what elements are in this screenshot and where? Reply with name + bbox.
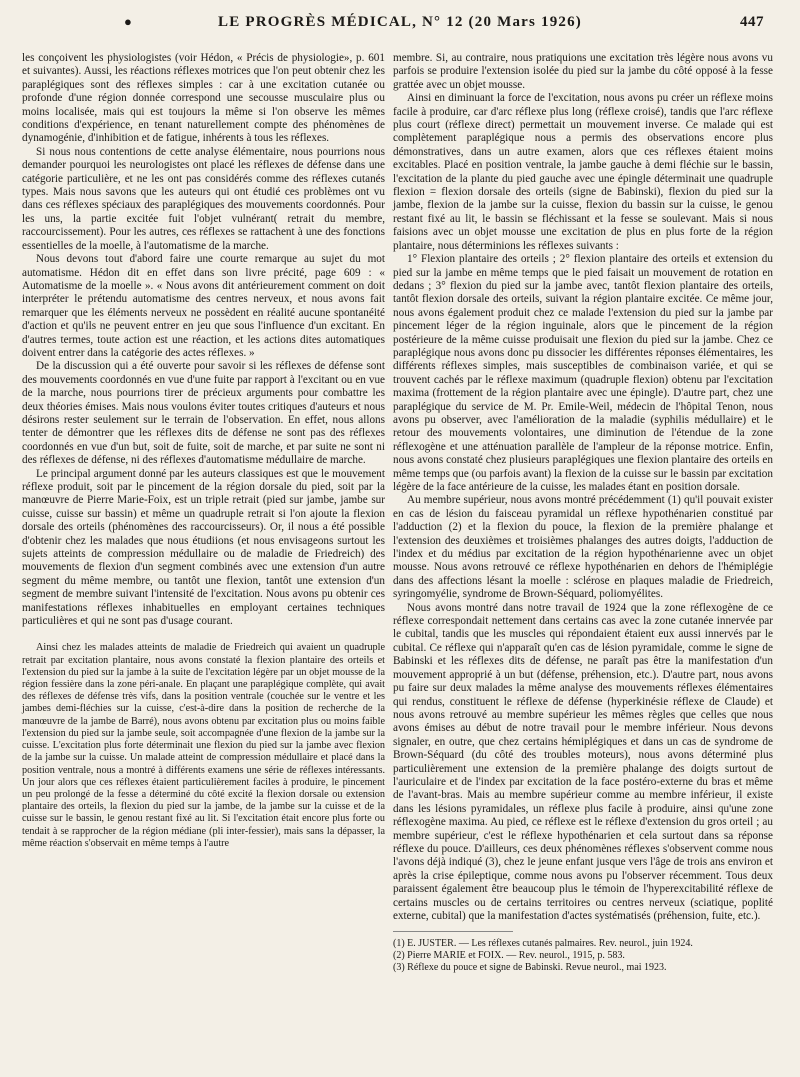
paragraph: Au membre supérieur, nous avons montré précédemment (1) qu'il pouvait exister en cas de lésion du faisceau pyramidal un réflexe hypothénarien constitué par l'adduction (2) et la flexion du pouce, la flexion de la première phalange et l'extension des deuxièmes et troisièmes phalanges des autres doigts, l'adduction de l'index et du médius par excitation de la région hypothénarienne avec un objet mousse. Nous avons retrouvé ce réflexe hypothénarien en dehors de l'hémiplégie dans des affections lésant la moelle : sclérose en plaques maladie de Friedreich, syringomyélie, syndrome de Brown-Séquard, poliomyélites. <box>393 494 773 601</box>
paragraph: Le principal argument donné par les auteurs classiques est que le mouvement réflexe produit, soit par le pincement de la région dorsale du pied, soit par la manœuvre de Pierre Marie-Foix, est un triple retrait (pied sur jambe, jambe sur cuisse, cuisse sur bassin) et même un quadruple retrait si l'on ajoute la flexion dorsale des orteils (phénomènes des raccourcisseurs). Or, il nous a été possible d'obtenir chez les malades que nous étudiions (et nous envisageons surtout les sujets atteints de compression médullaire ou de maladie de Friedreich) des mouvements de flexion d'un segment combinés avec une extension d'un autre segment du même membre, ou tantôt une flexion, tantôt une extension d'un segment de membre suivant l'intensité de l'excitation. Nous avons pu obtenir ces manifestations réflexes inhabituelles en employant certaines techniques particulières et qui ne sont pas d'usage courant. <box>22 467 385 628</box>
paragraph: Si nous nous contentions de cette analyse élémentaire, nous pourrions nous demander pourquoi les neurologistes ont placé les réflexes de défense dans une catégorie particulière, et ne les ont pas considérés comme des réflexes cutanés types. Mais nous savons que les auteurs qui ont étudié ces problèmes ont vu dans ces réflexes spéciaux des paraplégiques des mouvements coordonnés. Pour les uns, la partie excitée fuit l'objet vulnérant( retrait du membre, raccourcissement). Pour les autres, ces réflexes se rattachent à une des fonctions essentielles de la moelle, à l'automatisme de la marche. <box>22 145 385 252</box>
footnote: (2) Pierre MARIE et FOIX. — Rev. neurol., 1915, p. 583. <box>393 950 625 962</box>
paragraph: Nous devons tout d'abord faire une courte remarque au sujet du mot automatisme. Hédon dit en effet dans son livre précité, page 609 : « Automatisme de la moelle ». « Nous avons dit antérieurement comment on doit interpréter le prétendu automatisme des centres nerveux, et nous avons fait remarquer que les éléments nerveux ne possèdent en réalité aucune spontanéité d'action et qu'ils ne peuvent entrer en jeu que sous l'influence d'un excitant. En d'autres termes, toute action est une réaction, et les actions dites automatiques doivent entrer dans la catégorie des actes réflexes. » <box>22 253 385 359</box>
paragraph: les conçoivent les physiologistes (voir Hédon, « Précis de physiologie», p. 601 et suivantes). Aussi, les réactions réflexes motrices que l'on peut obtenir chez les paraplégiques sont des réflexes simples : car à une excitation cutanée ou profonde d'une région donnée correspond une secousse musculaire plus ou moins localisée, mais qui est toujours la même si l'on observe les mêmes conditions d'expérience, en tenant naturellement compte des phénomènes de dynamogénie, d'inhibition et de fatigue, inhérents à tous les réflexes. <box>22 52 385 145</box>
paragraph: membre. Si, au contraire, nous pratiquions une excitation très légère nous avons vu parfois se produire l'extension isolée du pied sur la jambe du côté opposé à la fesse grattée avec un objet mousse. <box>393 52 773 91</box>
paragraph: De la discussion qui a été ouverte pour savoir si les réflexes de défense sont des mouvements coordonnés en vue d'une fuite par rapport à l'excitant ou en vue de la marche, nous pourrions tirer de précieux arguments pour combattre les deux théories émises. Mais nous voulons éviter toutes critiques d'auteurs et nous désirons rester seulement sur le terrain de l'observation. En effet, nous allons tenter de démontrer que les réflexes dits de défense ne sont pas des réflexes coordonnés en vue d'un but, soit de fuite, soit de marche, et par suite ne sont ni des réflexes de défense, ni des réflexes d'automatisme médullaire de marche. <box>22 360 385 467</box>
paragraph: Ainsi en diminuant la force de l'excitation, nous avons pu créer un réflexe moins facile à produire, car d'arc réflexe plus long (réflexe croisé), tandis que l'arc réflexe plus court (réflexe direct) permettait un mouvement inverse. Ce malade qui est complètement paraplégique nous a permis des observations encore plus démonstratives, dans un autre examen, alors que ces réflexes étaient moins excitables. Placé en position ventrale, la jambe gauche à demi fléchie sur le bassin, l'excitation de la plante du pied gauche avec une épingle déterminait une quadruple flexion = flexion dorsale des orteils (signe de Babinski), flexion du pied sur la jambe, flexion de la jambe sur la cuisse, flexion du bassin sur la cuisse, le genou restant fixé au lit, le bassin se fléchissant et la fesse se soulevant. Mais si nous faisions avec un objet mousse une excitation de plus en plus forte de la région plantaire, nous déterminions les réflexes suivants : <box>393 92 773 252</box>
page-number: 447 <box>740 14 764 30</box>
left-column <box>22 52 385 850</box>
paragraph: 1° Flexion plantaire des orteils ; 2° flexion plantaire des orteils et extension du pied sur la jambe en même temps que le pied faisait un mouvement de rotation en dedans ; 3° flexion du pied sur la jambe avec, tantôt flexion plantaire des orteils, tantôt flexion dorsale des orteils, suivant la région plantaire excitée. Ce même jour, nous avons également produit chez ce malade l'extension du pied sur la jambe par pincement léger de la région inguinale, alors que le pincement de la région postérieure de la même cuisse produisait une flexion du pied sur la jambe. Chez ce paraplégique nous avons donc pu dissocier les différentes réponses élémentaires, les différents réflexes simples, mais susceptibles de combinaison variée, et qui se trouvent cachés par le réflexe maximum (quadruple flexion) obtenu par l'excitation maxima (frottement de la région plantaire avec une épingle). D'autre part, chez une paraplégique du service de M. Pr. Emile-Weil, médecin de l'hôpital Tenon, nous avons pu observer, avec l'amélioration de la maladie (syphilis médullaire) et le retour des mouvements volontaires, une diminution de l'étendue de la zone réflexogène et une atténuation parallèle de l'ampleur de la réponse motrice. Enfin, nous avons constaté chez plusieurs paraplégiques une flexion plantaire des orteils en même temps que (ou parfois avant) la flexion de la cuisse sur le bassin par excitation légère de la face antérieure de la cuisse, les malades étant en position dorsale. <box>393 253 773 493</box>
header-bullet: ● <box>124 14 133 29</box>
right-column <box>393 52 773 974</box>
running-title: LE PROGRÈS MÉDICAL, N° 12 (20 Mars 1926) <box>218 14 582 30</box>
paragraph: Nous avons montré dans notre travail de 1924 que la zone réflexogène de ce réflexe correspondait nettement dans certains cas avec la zone cutanée innervée par le cubital, tandis que les muscles qui répondaient étaient eux aussi innervés par le cubital. Ce réflexe qui n'apparaît qu'en cas de lésion pyramidale, comme le signe de Babinski et les réflexes dits de défense, ne paraît pas être la manifestation d'un mouvement approprié à un but (défense, préhension, etc.). D'autre part, nous avons pu faire sur deux malades la même analyse des mouvements réflexes élémentaires qui rendus, constituent le réflexe de défense (hyperkinésie réflexe de Claude) et nous avons retrouvé au membre supérieur les mêmes règles que celles que nous avons émises au début de notre travail pour le membre inférieur. Nous devons signaler, en outre, que chez certains hémiplégiques et dans un cas de syndrome de Brown-Séquard (du côté des troubles moteurs), nous avons déterminé plus particulièrement une extension de la première phalange des doigts surtout de l'auriculaire et de l'index par excitation de la face postéro-externe du bras et même de l'avant-bras. Mais au membre supérieur comme au membre inférieur, il existe dans les lésions pyramidales, un réflexe plus facile à produire, ainsi qu'une zone réflexogène maxima. Au pied, ce réflexe est le réflexe d'extension du gros orteil ; au membre supérieur, c'est le réflexe hypothénarien et cela surtout dans sa réponse réflexe du pouce. D'ailleurs, ces deux phénomènes réflexes s'observent comme nous l'avons déjà indiqué (3), chez le jeune enfant jusque vers l'âge de trois ans environ et après la crise épileptique, comme nous avons pu l'observer récemment. Tous deux paraissent également être beaucoup plus le témoin de l'hyperexcitabilité réflexe de certains muscles ou de certains territoires ou centres nerveux (sciatique, poplité externe, cubital) que la manifestation d'actes systématisés (préhension, fuite, etc.). <box>393 601 773 922</box>
footnote: (3) Réflexe du pouce et signe de Babinski. Revue neurol., mai 1923. <box>393 962 667 974</box>
footnote: (1) E. JUSTER. — Les réflexes cutanés palmaires. Rev. neurol., juin 1924. <box>393 938 693 950</box>
footnote-rule <box>393 931 513 934</box>
page-header <box>30 14 770 40</box>
small-print-paragraph: Ainsi chez les malades atteints de maladie de Friedreich qui avaient un quadruple retrait par excitation plantaire, nous avons constaté la flexion plantaire des orteils et l'extension du pied sur la jambe à la suite de l'excitation légère par un objet mousse de la région fessière dans la zone péri-anale. En plaçant une paraplégique complète, qui avait des réflexes de défense très vifs, dans la position ventrale (couchée sur le ventre et les jambes demi-fléchies sur la cuisse, c'est-à-dire dans la position de recherche de la manœuvre de la jambe de Barré), nous avons obtenu par excitation plus ou moins faible l'extension du pied sur la jambe seule, soit accompagnée d'une flexion de la jambe sur la cuisse. L'excitation plus forte déterminait une flexion du pied sur la jambe avec flexion de la jambe sur la cuisse. Un malade atteint de compression médullaire et placé dans la position ventrale, nous a montré à différents examens une série de réflexes intéressants. Un jour alors que ces réflexes étaient particulièrement faciles à produire, le pincement un peu prolongé de la fesse a déterminé du côté excité la flexion dorsale ou extension plantaire des orteils, la flexion du pied sur la jambe, de la jambe sur la cuisse et de la cuisse sur le bassin, le genou restant fixé au lit. Si l'excitation était encore plus forte ou tendait à se rapprocher de la région médiane (pli inter-fessier), mais sans la dépasser, la même réaction s'observait en même temps à l'autre <box>22 642 385 849</box>
footnotes <box>393 938 773 974</box>
